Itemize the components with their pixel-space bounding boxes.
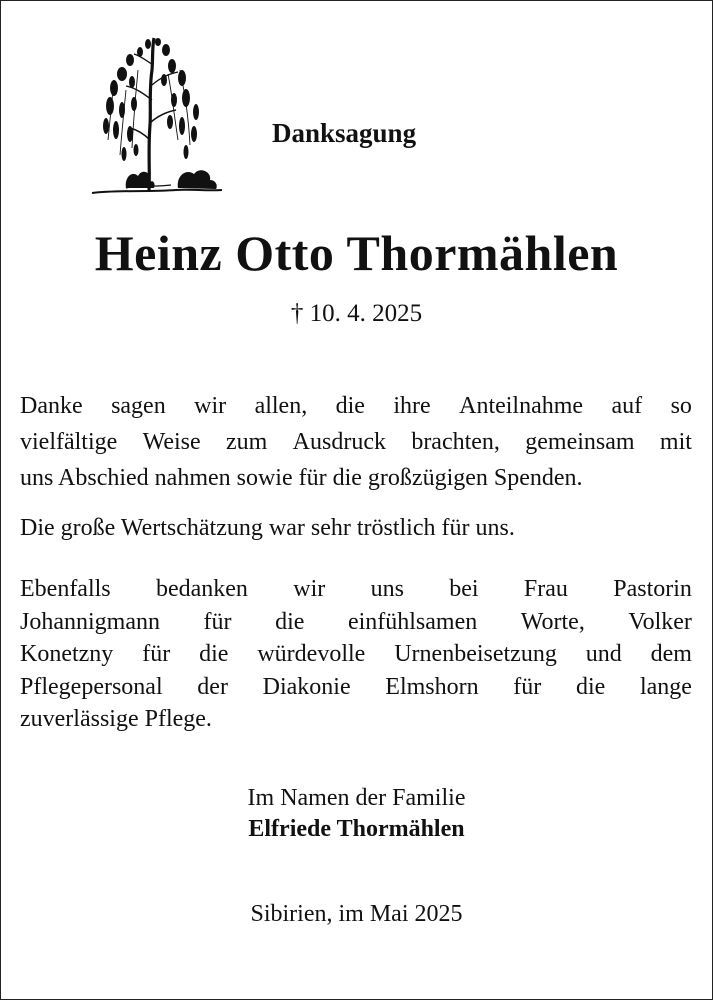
word: zuverlässige Pflege. xyxy=(20,706,212,732)
word: Diakonie xyxy=(262,673,351,700)
word: uns Abschied nahmen sowie für die großzügigen Spenden. xyxy=(20,465,583,491)
paragraph-line xyxy=(20,638,692,671)
word: Frau xyxy=(523,576,568,602)
word: so xyxy=(670,393,692,419)
paragraph-line xyxy=(20,573,692,606)
word: Johannigmann xyxy=(20,608,160,635)
word: Die große Wertschätzung war sehr tröstlich für uns. xyxy=(20,515,515,541)
signature-name: Elfriede Thormählen xyxy=(248,816,465,842)
word: für xyxy=(142,641,171,667)
word: auf xyxy=(611,393,643,419)
word: bedanken xyxy=(155,576,248,602)
word: Ebenfalls xyxy=(20,576,111,602)
word: die xyxy=(199,641,229,667)
word: wir xyxy=(293,576,326,602)
word: Konetzny xyxy=(20,641,114,667)
word: und xyxy=(585,641,622,667)
word: Pflegepersonal xyxy=(20,673,163,700)
word: Danke xyxy=(20,393,83,419)
word: uns xyxy=(370,576,404,602)
paragraph-line xyxy=(20,510,692,546)
word: bei xyxy=(449,576,479,602)
paragraph-line xyxy=(20,671,692,704)
word: für xyxy=(513,673,542,700)
paragraph-line xyxy=(20,460,692,496)
word: würdevolle xyxy=(257,641,366,667)
word: allen, xyxy=(254,393,308,419)
paragraph-line xyxy=(20,424,692,460)
word: Ausdruck xyxy=(292,429,386,455)
word: die xyxy=(275,608,305,635)
word: Worte, xyxy=(520,608,585,635)
paragraph-line xyxy=(20,606,692,639)
place-date: Sibirien, im Mai 2025 xyxy=(250,901,463,927)
paragraph-thanks xyxy=(20,388,692,496)
word: mit xyxy=(659,429,692,455)
paragraph-line xyxy=(20,703,692,736)
word: lange xyxy=(639,673,692,700)
word: gemeinsam xyxy=(525,429,635,455)
paragraph-appreciation xyxy=(20,510,692,546)
notice-heading: Danksagung xyxy=(272,118,417,148)
paragraph-acknowledgements xyxy=(20,573,692,736)
word: zum xyxy=(226,429,268,455)
word: einfühlsamen xyxy=(347,608,478,635)
word: brachten, xyxy=(411,429,500,455)
word: wir xyxy=(194,393,227,419)
word: Volker xyxy=(628,608,692,635)
word: sagen xyxy=(111,393,166,419)
death-date: † 10. 4. 2025 xyxy=(290,300,423,327)
word: dem xyxy=(650,641,692,667)
word: ihre xyxy=(393,393,431,419)
word: Anteilnahme xyxy=(459,393,584,419)
word: für xyxy=(203,608,232,635)
word: Weise xyxy=(142,429,201,455)
word: Elmshorn xyxy=(385,673,479,700)
signature-intro: Im Namen der Familie xyxy=(247,785,466,811)
word: vielfältige xyxy=(20,429,118,455)
word: Urnenbeisetzung xyxy=(394,641,557,667)
word: Pastorin xyxy=(613,576,692,602)
birch-tree-icon xyxy=(86,30,226,200)
word: die xyxy=(335,393,365,419)
deceased-name: Heinz Otto Thormählen xyxy=(94,225,619,281)
paragraph-line xyxy=(20,388,692,424)
word: der xyxy=(197,673,228,700)
word: die xyxy=(575,673,606,700)
